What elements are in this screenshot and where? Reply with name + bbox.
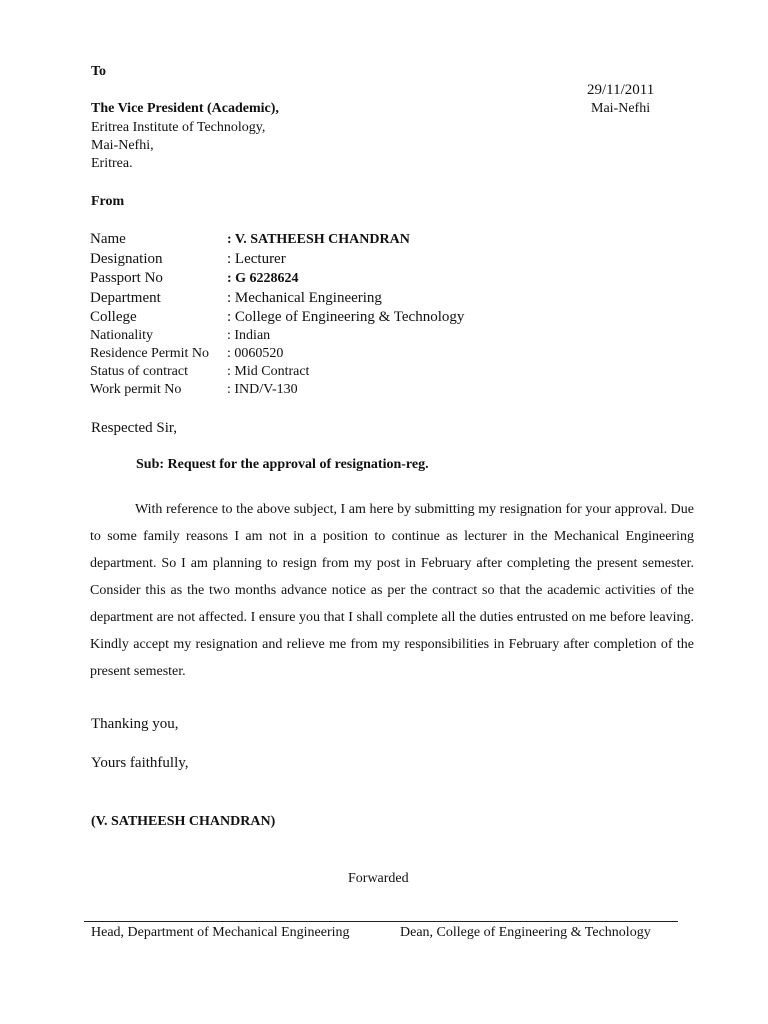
field-label-nationality: Nationality: [90, 328, 153, 343]
field-value-nationality: : Indian: [227, 328, 271, 343]
thanks-line: Thanking you,: [91, 716, 179, 732]
field-label-passport: Passport No: [90, 270, 163, 286]
signature-name: (V. SATHEESH CHANDRAN): [91, 814, 276, 829]
from-label: From: [91, 194, 125, 209]
field-value-name: : V. SATHEESH CHANDRAN: [227, 232, 410, 247]
field-value-passport: : G 6228624: [227, 271, 299, 286]
signatory-head: Head, Department of Mechanical Engineering: [91, 925, 350, 940]
body-paragraph: With reference to the above subject, I am here by submitting my resignation for your approval. Due to some family reasons I am not in a position to continue as lecturer in the Mechanical Engineering department. So I am planning to resign from my post in February after completing the present semester. Consider this as the two months advance notice as per the contract so that the academic activities of the department are not affected. I ensure you that I shall complete all the duties entrusted on me before leaving. Kindly accept my resignation and relieve me from my responsibilities in February after completion of the present semester.: [90, 502, 694, 679]
subject-line: Sub: Request for the approval of resignation-reg.: [136, 457, 429, 472]
field-value-residence-permit: : 0060520: [227, 346, 284, 361]
field-label-work-permit: Work permit No: [90, 382, 182, 397]
closing-line: Yours faithfully,: [91, 755, 189, 771]
recipient-title: The Vice President (Academic),: [91, 101, 279, 116]
field-value-contract-status: : Mid Contract: [227, 364, 310, 379]
field-label-contract-status: Status of contract: [90, 364, 188, 379]
field-label-residence-permit: Residence Permit No: [90, 346, 209, 361]
signatory-dean: Dean, College of Engineering & Technology: [400, 925, 651, 940]
forwarded-label: Forwarded: [348, 871, 409, 886]
field-value-work-permit: : IND/V-130: [227, 382, 298, 397]
signature-rule: [84, 921, 678, 922]
field-label-department: Department: [90, 290, 161, 306]
field-label-college: College: [90, 309, 137, 325]
field-label-name: Name: [90, 231, 126, 247]
to-label: To: [91, 64, 107, 79]
recipient-line: Eritrea Institute of Technology,: [91, 120, 266, 135]
recipient-line: Mai-Nefhi,: [91, 138, 154, 153]
field-label-designation: Designation: [90, 251, 163, 267]
field-value-college: : College of Engineering & Technology: [227, 309, 465, 325]
field-value-designation: : Lecturer: [227, 251, 286, 267]
letter-date: 29/11/2011: [587, 82, 655, 98]
recipient-line: Eritrea.: [91, 156, 133, 171]
salutation: Respected Sir,: [91, 420, 178, 436]
field-value-department: : Mechanical Engineering: [227, 290, 382, 306]
letter-place: Mai-Nefhi: [591, 101, 651, 116]
